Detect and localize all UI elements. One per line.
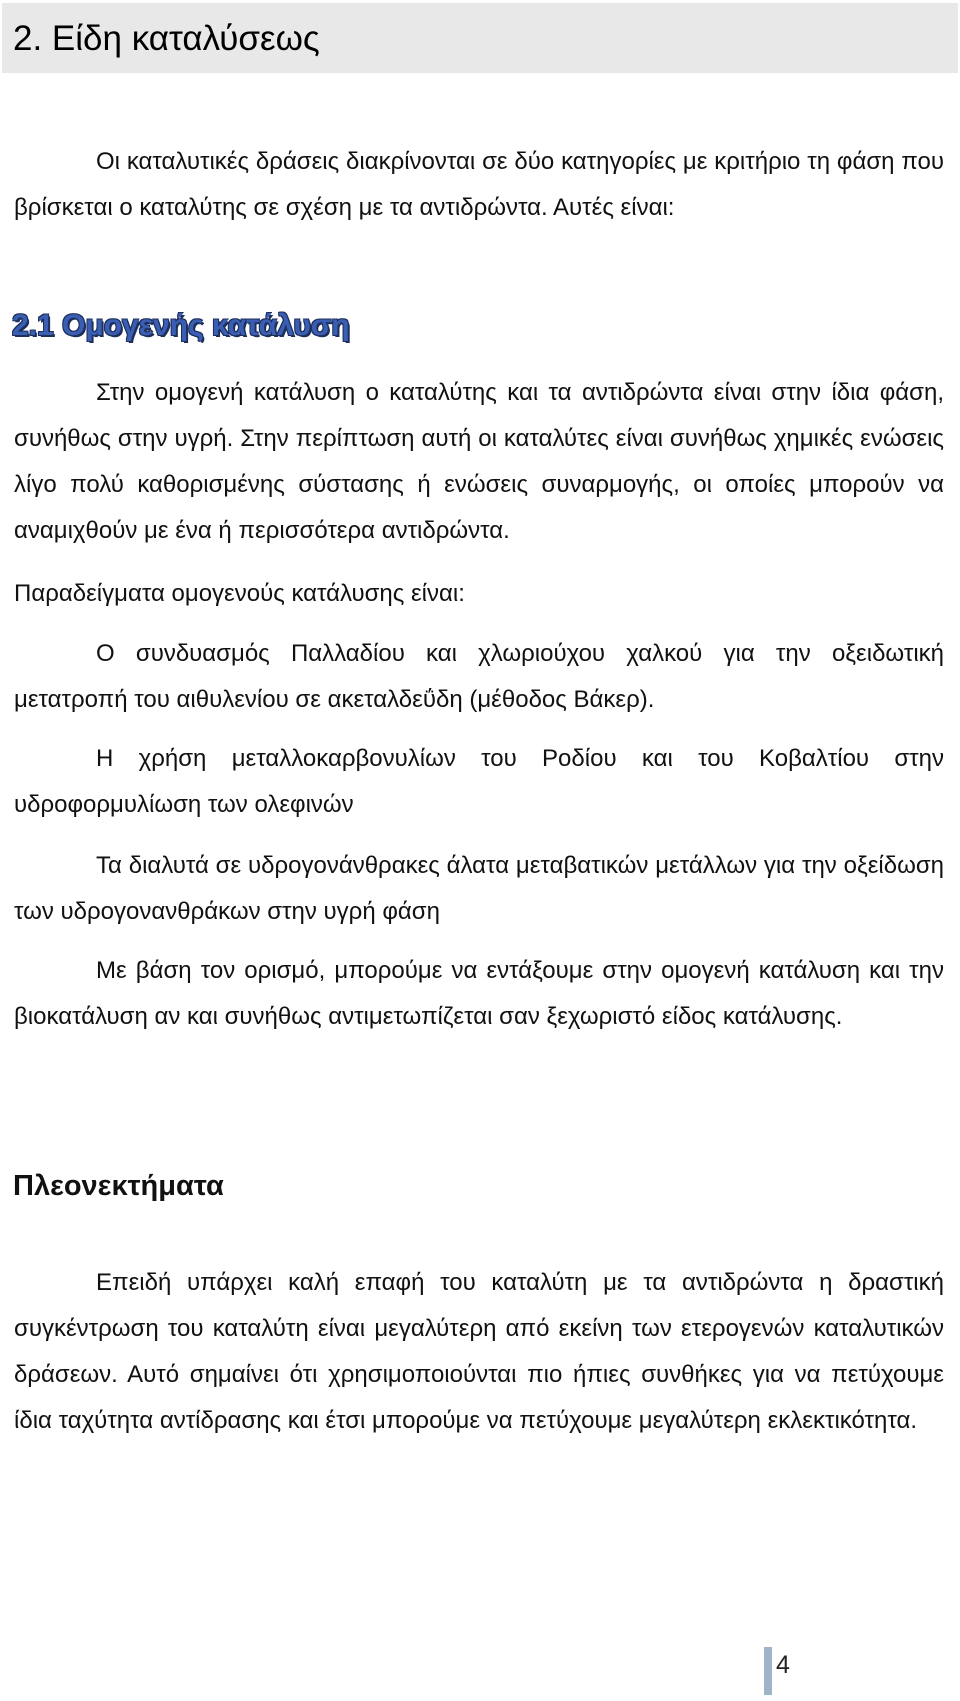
page-number: 4 <box>776 1651 790 1679</box>
homogeneous-paragraph: Στην ομογενή κατάλυση ο καταλύτης και τα αντιδρώντα είναι στην ίδια φάση, συνήθως στην υγρή. Στην περίπτωση αυτή οι καταλύτες είναι συνήθως χημικές ενώσεις λίγο πολύ καθορισμένης σύστασης ή ενώσεις συναρμογής, οι οποίες μπορούν να αναμιχθούν με ένα ή περισσότερα αντιδρώντα. <box>14 379 944 544</box>
page-number-marker <box>764 1647 772 1695</box>
section-title: 2. Είδη καταλύσεως <box>13 19 320 58</box>
subsection-title: 2.1 Ομογενής κατάλυση <box>12 309 350 342</box>
advantages-paragraph: Επειδή υπάρχει καλή επαφή του καταλύτη με τα αντιδρώντα η δραστική συγκέντρωση του καταλύτη είναι μεγαλύτερη από εκείνη των ετερογενών καταλυτικών δράσεων. Αυτό σημαίνει ότι χρησιμοποιούνται πιο ήπιες συνθήκες για να πετύχουμε ίδια ταχύτητα αντίδρασης και έτσι μπορούμε να πετύχουμε μεγαλύτερη εκλεκτικότητα. <box>14 1269 944 1434</box>
intro-paragraph: Οι καταλυτικές δράσεις διακρίνονται σε δύο κατηγορίες με κριτήριο τη φάση που βρίσκεται ο καταλύτης σε σχέση με τα αντιδρώντα. Αυτές είναι: <box>14 148 944 221</box>
biocatalysis-paragraph: Με βάση τον ορισμό, μπορούμε να εντάξουμε στην ομογενή κατάλυση και την βιοκατάλυση αν και συνήθως αντιμετωπίζεται σαν ξεχωριστό είδος κατάλυσης. <box>14 957 944 1030</box>
example-hydroformylation: Η χρήση μεταλλοκαρβονυλίων του Ροδίου και του Κοβαλτίου στην υδροφορμυλίωση των ολεφινών <box>14 745 944 818</box>
example-wacker: Ο συνδυασμός Παλλαδίου και χλωριούχου χαλκού για την οξειδωτική μετατροπή του αιθυλενίου σε ακεταλδεΰδη (μέθοδος Βάκερ). <box>14 640 944 713</box>
examples-intro: Παραδείγματα ομογενούς κατάλυσης είναι: <box>14 580 465 607</box>
advantages-heading: Πλεονεκτήματα <box>13 1170 224 1202</box>
example-oxidation: Τα διαλυτά σε υδρογονάνθρακες άλατα μεταβατικών μετάλλων για την οξείδωση των υδρογονανθράκων στην υγρή φάση <box>14 852 944 925</box>
